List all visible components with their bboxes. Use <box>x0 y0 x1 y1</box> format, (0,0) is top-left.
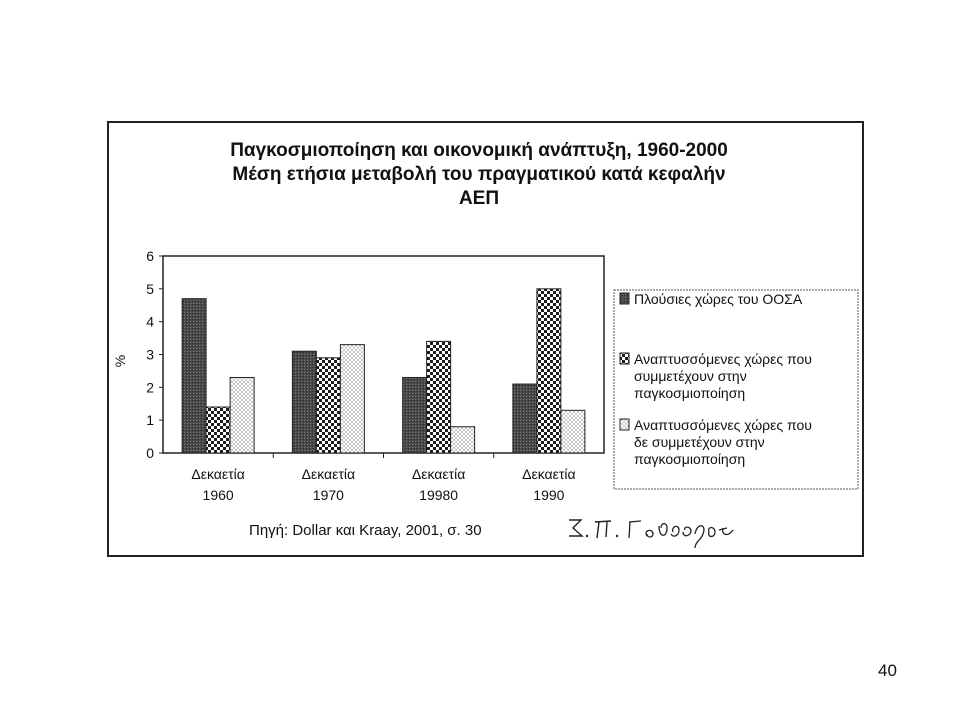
x-category-label: 19980 <box>419 487 459 503</box>
legend-label: Αναπτυσσόμενες χώρες που <box>634 351 812 367</box>
source-note: Πηγή: Dollar και Kraay, 2001, σ. 30 <box>249 522 482 539</box>
y-axis <box>146 248 163 461</box>
bar-series-2-cat-4 <box>537 289 561 453</box>
chart-title-line: Μέση ετήσια μεταβολή του πραγματικού κατά κεφαλήν <box>232 164 726 185</box>
legend-label: δε συμμετέχουν στην <box>634 434 765 450</box>
y-tick-label: 1 <box>146 412 154 429</box>
bar-series-3-cat-4 <box>561 410 585 453</box>
bar-series-1-cat-4 <box>513 384 537 453</box>
figure-frame <box>107 121 864 557</box>
bar-series-3-cat-2 <box>340 345 364 453</box>
x-category-label: Δεκαετία <box>522 466 576 482</box>
legend-label: Πλούσιες χώρες του ΟΟΣΑ <box>634 291 803 307</box>
x-category-label: Δεκαετία <box>191 466 245 482</box>
x-axis-categories <box>191 466 575 503</box>
bar-series-3-cat-3 <box>451 427 475 453</box>
bar-series-2-cat-1 <box>206 407 230 453</box>
legend-swatch-3 <box>620 419 629 430</box>
bar-series-3-cat-1 <box>230 377 254 453</box>
x-category-label: 1990 <box>533 487 565 503</box>
bar-series-2-cat-2 <box>316 358 340 453</box>
y-tick-label: 5 <box>146 280 154 297</box>
chart-title-line: Παγκοσμιοποίηση και οικονομική ανάπτυξη, 1960-2000 <box>230 140 728 161</box>
x-category-label: 1970 <box>312 487 344 503</box>
y-tick-label: 0 <box>146 445 154 461</box>
bar-series-1-cat-1 <box>182 299 206 453</box>
y-axis-label: % <box>112 354 128 368</box>
signature <box>569 520 733 548</box>
bar-series-2-cat-3 <box>427 341 451 453</box>
y-tick-label: 2 <box>146 379 154 396</box>
legend-label: παγκοσμιοποίηση <box>634 385 746 401</box>
legend <box>614 290 858 489</box>
bar-series-1-cat-3 <box>403 377 427 453</box>
legend-label: παγκοσμιοποίηση <box>634 451 746 467</box>
slide-number: 40 <box>878 661 897 680</box>
x-category-label: Δεκαετία <box>301 466 356 482</box>
legend-label: Αναπτυσσόμενες χώρες που <box>634 417 812 433</box>
legend-label: συμμετέχουν στην <box>634 368 747 384</box>
legend-swatch-2 <box>620 353 629 364</box>
y-tick-label: 3 <box>146 346 154 363</box>
bar-chart <box>109 123 862 555</box>
y-tick-label: 6 <box>146 248 154 264</box>
x-category-label: Δεκαετία <box>411 466 466 482</box>
bar-series-1-cat-2 <box>292 351 316 453</box>
chart-title <box>230 140 728 209</box>
y-tick-label: 4 <box>146 313 154 330</box>
x-category-label: 1960 <box>202 487 234 503</box>
legend-swatch-1 <box>620 293 629 304</box>
chart-title-line: ΑΕΠ <box>458 188 500 209</box>
